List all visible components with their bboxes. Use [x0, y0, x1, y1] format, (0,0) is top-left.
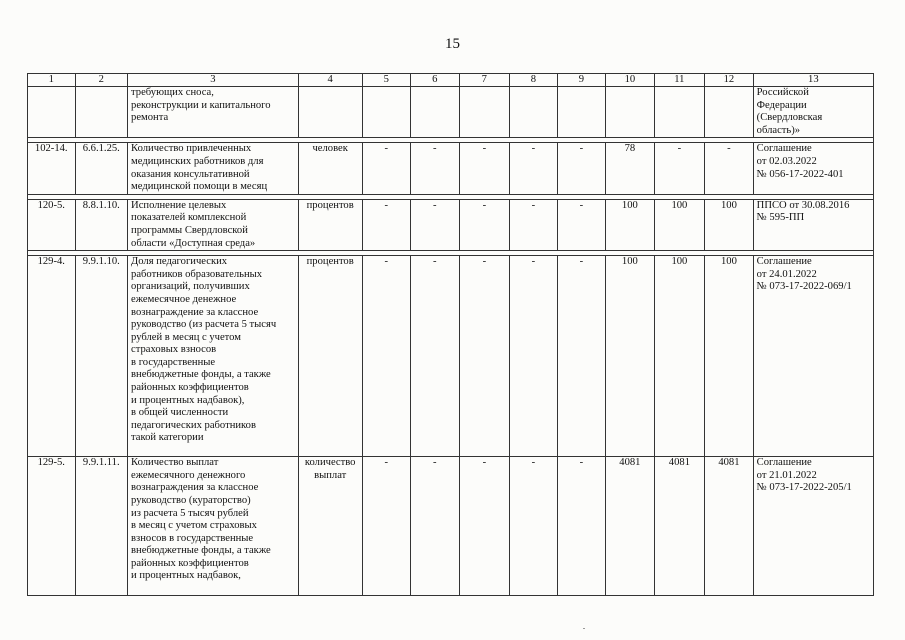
column-number: 6: [411, 74, 460, 87]
table-row: [28, 143, 874, 194]
indicator-name: Исполнение целевых показателей комплексной программы Свердловской области «Доступная среда»: [128, 199, 299, 250]
page-number: 15: [445, 36, 460, 52]
value-cell: -: [705, 143, 754, 194]
source-document: Соглашение от 24.01.2022 № 073-17-2022-069/1: [753, 256, 873, 457]
value-cell: -: [510, 199, 558, 250]
column-number: 1: [28, 74, 76, 87]
value-cell: -: [362, 199, 411, 250]
value-cell: -: [510, 143, 558, 194]
value-cell: -: [411, 199, 460, 250]
table-row: [28, 256, 874, 457]
table-row: [28, 87, 874, 138]
value-cell: -: [459, 199, 510, 250]
column-number: 7: [459, 74, 510, 87]
column-number: 2: [75, 74, 128, 87]
column-number: 11: [654, 74, 705, 87]
unit: человек: [298, 143, 362, 194]
column-number: 8: [510, 74, 558, 87]
column-number: 4: [298, 74, 362, 87]
value-cell: [510, 87, 558, 138]
row-number: [28, 87, 76, 138]
value-cell: -: [510, 457, 558, 596]
value-cell: 100: [705, 256, 754, 457]
value-cell: 100: [654, 256, 705, 457]
value-cell: -: [362, 457, 411, 596]
indicator-code: [75, 87, 128, 138]
column-number: 5: [362, 74, 411, 87]
value-cell: 78: [606, 143, 655, 194]
indicator-name: требующих сноса, реконструкции и капитального ремонта: [128, 87, 299, 138]
row-number: 129-5.: [28, 457, 76, 596]
value-cell: [411, 87, 460, 138]
source-document: Соглашение от 21.01.2022 № 073-17-2022-205/1: [753, 457, 873, 596]
value-cell: 4081: [606, 457, 655, 596]
value-cell: -: [362, 143, 411, 194]
table-row: [28, 199, 874, 250]
indicators-table: [27, 73, 874, 596]
column-number: 13: [753, 74, 873, 87]
value-cell: [362, 87, 411, 138]
indicator-code: 9.9.1.11.: [75, 457, 128, 596]
value-cell: -: [459, 457, 510, 596]
value-cell: -: [557, 143, 606, 194]
source-document: Российской Федерации (Свердловская область)»: [753, 87, 873, 138]
value-cell: 100: [606, 199, 655, 250]
value-cell: [557, 87, 606, 138]
unit: [298, 87, 362, 138]
source-document: Соглашение от 02.03.2022 № 056-17-2022-401: [753, 143, 873, 194]
source-document: ППСО от 30.08.2016 № 595-ПП: [753, 199, 873, 250]
row-number: 120-5.: [28, 199, 76, 250]
value-cell: [654, 87, 705, 138]
value-cell: 4081: [654, 457, 705, 596]
value-cell: [705, 87, 754, 138]
table-row: [28, 457, 874, 596]
value-cell: [459, 87, 510, 138]
value-cell: -: [654, 143, 705, 194]
column-number: 10: [606, 74, 655, 87]
column-number: 9: [557, 74, 606, 87]
indicator-code: 6.6.1.25.: [75, 143, 128, 194]
unit: процентов: [298, 256, 362, 457]
value-cell: 4081: [705, 457, 754, 596]
value-cell: -: [411, 143, 460, 194]
value-cell: -: [362, 256, 411, 457]
value-cell: -: [557, 199, 606, 250]
indicator-name: Доля педагогических работников образовательных организаций, получивших ежемесячное денежное вознаграждение за классное руководство (из расчета 5 тысяч рублей в месяц с учетом страховых взносов в государственные внебюджетные фонды, а также районных коэффициентов и процентных надбавок), в общей численности педагогических работников такой категории: [128, 256, 299, 457]
value-cell: 100: [705, 199, 754, 250]
value-cell: -: [557, 256, 606, 457]
value-cell: -: [411, 457, 460, 596]
value-cell: -: [459, 143, 510, 194]
scan-speck: [583, 628, 585, 629]
value-cell: -: [557, 457, 606, 596]
unit: количество выплат: [298, 457, 362, 596]
row-number: 102-14.: [28, 143, 76, 194]
value-cell: 100: [654, 199, 705, 250]
value-cell: -: [510, 256, 558, 457]
column-number: 12: [705, 74, 754, 87]
value-cell: -: [411, 256, 460, 457]
indicator-name: Количество выплат ежемесячного денежного вознаграждения за классное руководство (кураторство) из расчета 5 тысяч рублей в месяц с учетом страховых взносов в государственные внебюджетные фонды, а также районных коэффициентов и процентных надбавок,: [128, 457, 299, 596]
indicator-code: 8.8.1.10.: [75, 199, 128, 250]
row-number: 129-4.: [28, 256, 76, 457]
value-cell: 100: [606, 256, 655, 457]
indicator-name: Количество привлеченных медицинских работников для оказания консультативной медицинской помощи в месяц: [128, 143, 299, 194]
column-number: 3: [128, 74, 299, 87]
column-number-row: [28, 74, 874, 87]
value-cell: [606, 87, 655, 138]
value-cell: -: [459, 256, 510, 457]
indicator-code: 9.9.1.10.: [75, 256, 128, 457]
unit: процентов: [298, 199, 362, 250]
